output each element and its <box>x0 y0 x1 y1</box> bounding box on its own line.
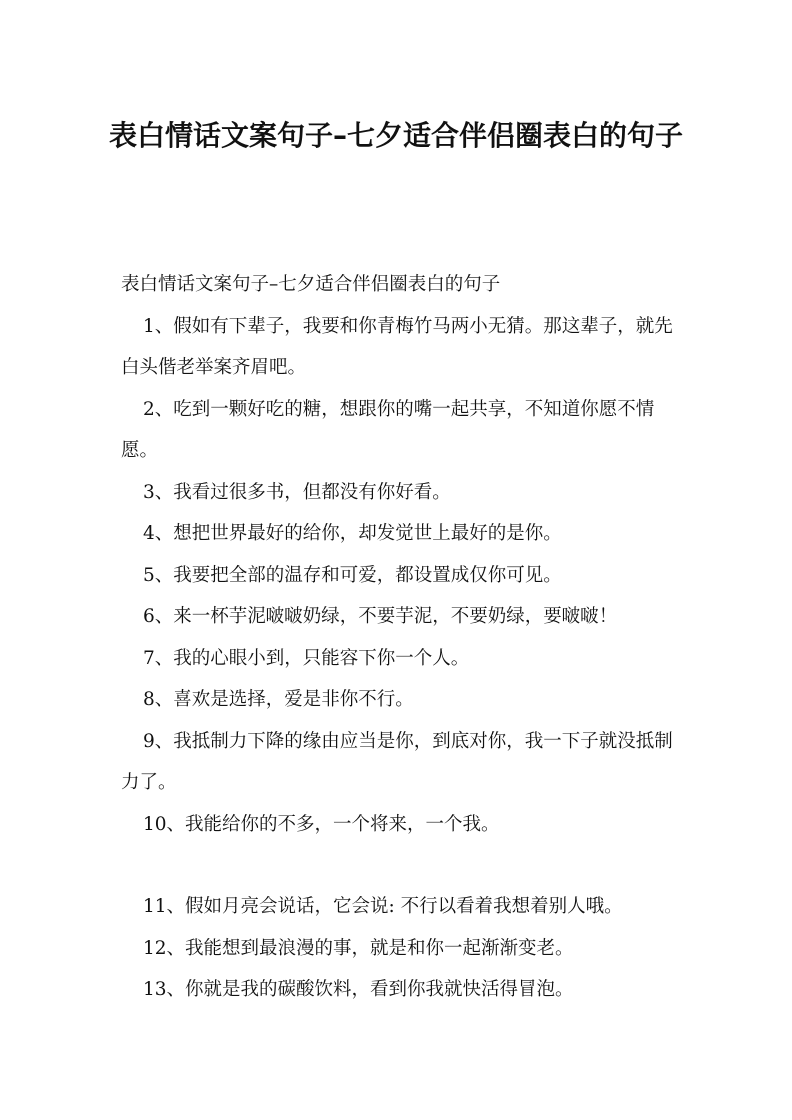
document-title: 表白情话文案句子–七夕适合伴侣圈表白的句子 <box>108 119 683 152</box>
list-item: 3、我看过很多书，但都没有你好看。 <box>143 481 451 503</box>
list-item: 11、假如月亮会说话，它会说: 不行以看着我想着别人哦。 <box>143 896 623 917</box>
list-item: 7、我的心眼小到，只能容下你一个人。 <box>143 647 470 669</box>
list-item: 6、来一杯芋泥啵啵奶绿，不要芋泥，不要奶绿，要啵啵！ <box>143 606 618 627</box>
list-item: 12、我能想到最浪漫的事，就是和你一起渐渐变老。 <box>143 937 574 959</box>
list-item: 10、我能给你的不多，一个将来，一个我。 <box>143 813 500 835</box>
list-item: 9、我抵制力下降的缘由应当是你，到底对你，我一下子就没抵制力了。 <box>121 730 673 793</box>
list-item: 5、我要把全部的温存和可爱，都设置成仅你可见。 <box>143 564 562 586</box>
document-body <box>121 264 677 1011</box>
list-item: 4、想把世界最好的给你，却发觉世上最好的是你。 <box>143 523 562 544</box>
list-item: 13、你就是我的碳酸饮料，看到你我就快活得冒泡。 <box>143 979 574 1000</box>
list-item: 1、假如有下辈子，我要和你青梅竹马两小无猜。那这辈子，就先白头偕老举案齐眉吧。 <box>121 315 673 378</box>
paragraph-gap <box>121 845 677 886</box>
list-item: 2、吃到一颗好吃的糖，想跟你的嘴一起共享，不知道你愿不情愿。 <box>121 398 655 461</box>
list-item: 8、喜欢是选择，爱是非你不行。 <box>143 689 414 710</box>
document-subtitle: 表白情话文案句子–七夕适合伴侣圈表白的句子 <box>121 274 501 295</box>
